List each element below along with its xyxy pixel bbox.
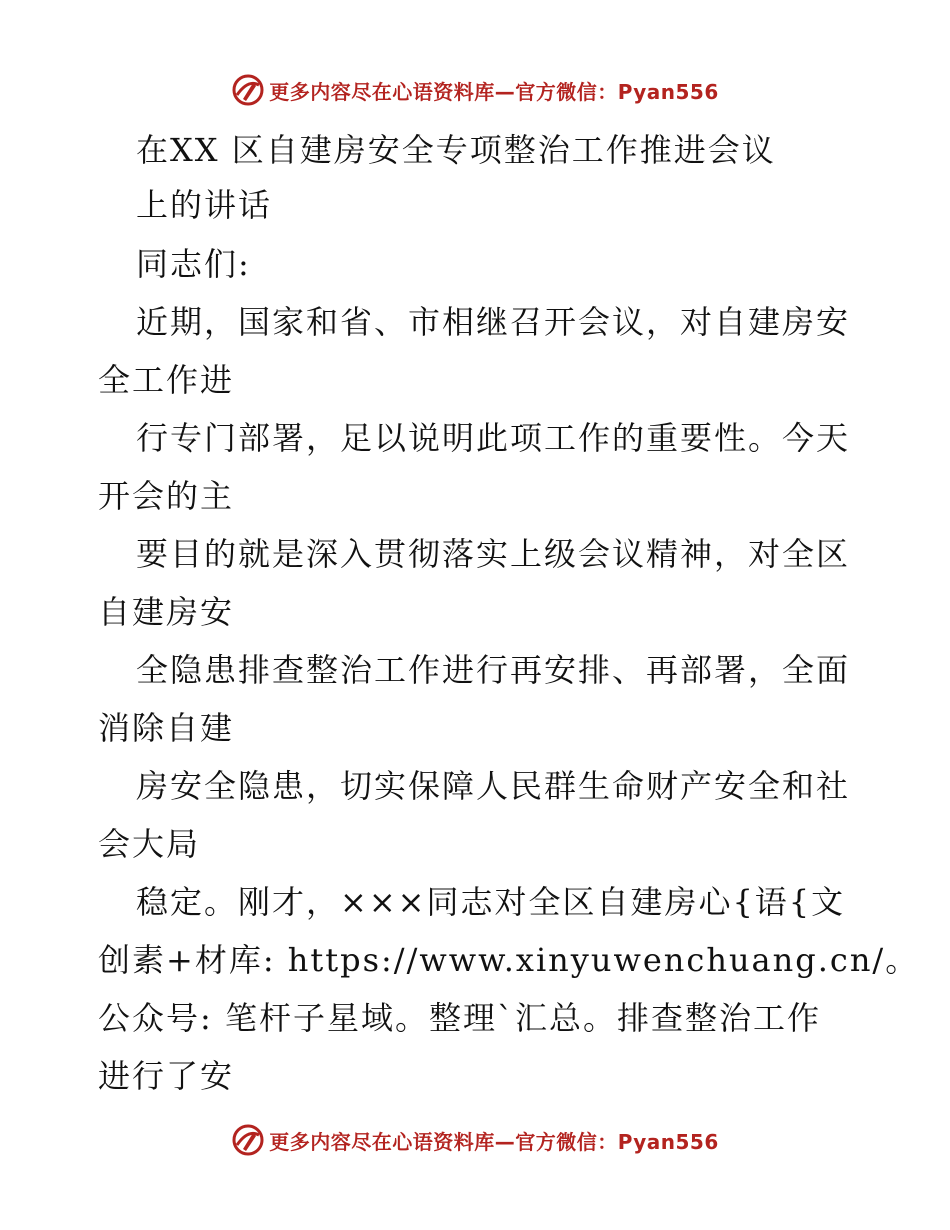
paragraph-line: 近期，国家和省、市相继召开会议，对自建房安 (136, 303, 851, 341)
paragraph-line: 全隐患排查整治工作进行再安排、再部署，全面 (136, 651, 851, 689)
footer-banner-text: 更多内容尽在心语资料库—官方微信：Pyan556 (269, 1129, 719, 1154)
footer-banner (0, 1120, 950, 1160)
paragraph-line: 创素+材库: https://www.xinyuwenchuang.cn/。 (98, 941, 920, 979)
brand-logo-icon (231, 1123, 265, 1157)
paragraph-line: 会大局 (98, 825, 201, 863)
paragraph-line: 要目的就是深入贯彻落实上级会议精神，对全区 (136, 535, 851, 573)
paragraph-line: 全工作进 (98, 361, 235, 399)
header-banner-text: 更多内容尽在心语资料库—官方微信：Pyan556 (269, 79, 719, 104)
salutation: 同志们: (136, 245, 251, 283)
paragraph-line: 房安全隐患，切实保障人民群生命财产安全和社 (136, 767, 851, 805)
paragraph-line: 稳定。刚才，×××同志对全区自建房心{语{文 (136, 883, 846, 921)
paragraph-line: 开会的主 (98, 477, 235, 515)
paragraph-line: 进行了安 (98, 1057, 235, 1095)
paragraph-line: 自建房安 (98, 593, 235, 631)
paragraph-line: 公众号: 笔杆子星域。整理`汇总。排查整治工作 (98, 999, 821, 1037)
document-title-line-2: 上的讲话 (136, 186, 273, 224)
paragraph-line: 行专门部署，足以说明此项工作的重要性。今天 (136, 419, 851, 457)
document-title-line-1: 在XX 区自建房安全专项整治工作推进会议 (136, 131, 776, 169)
brand-logo-icon (231, 73, 265, 107)
header-banner (0, 70, 950, 110)
paragraph-line: 消除自建 (98, 709, 235, 747)
